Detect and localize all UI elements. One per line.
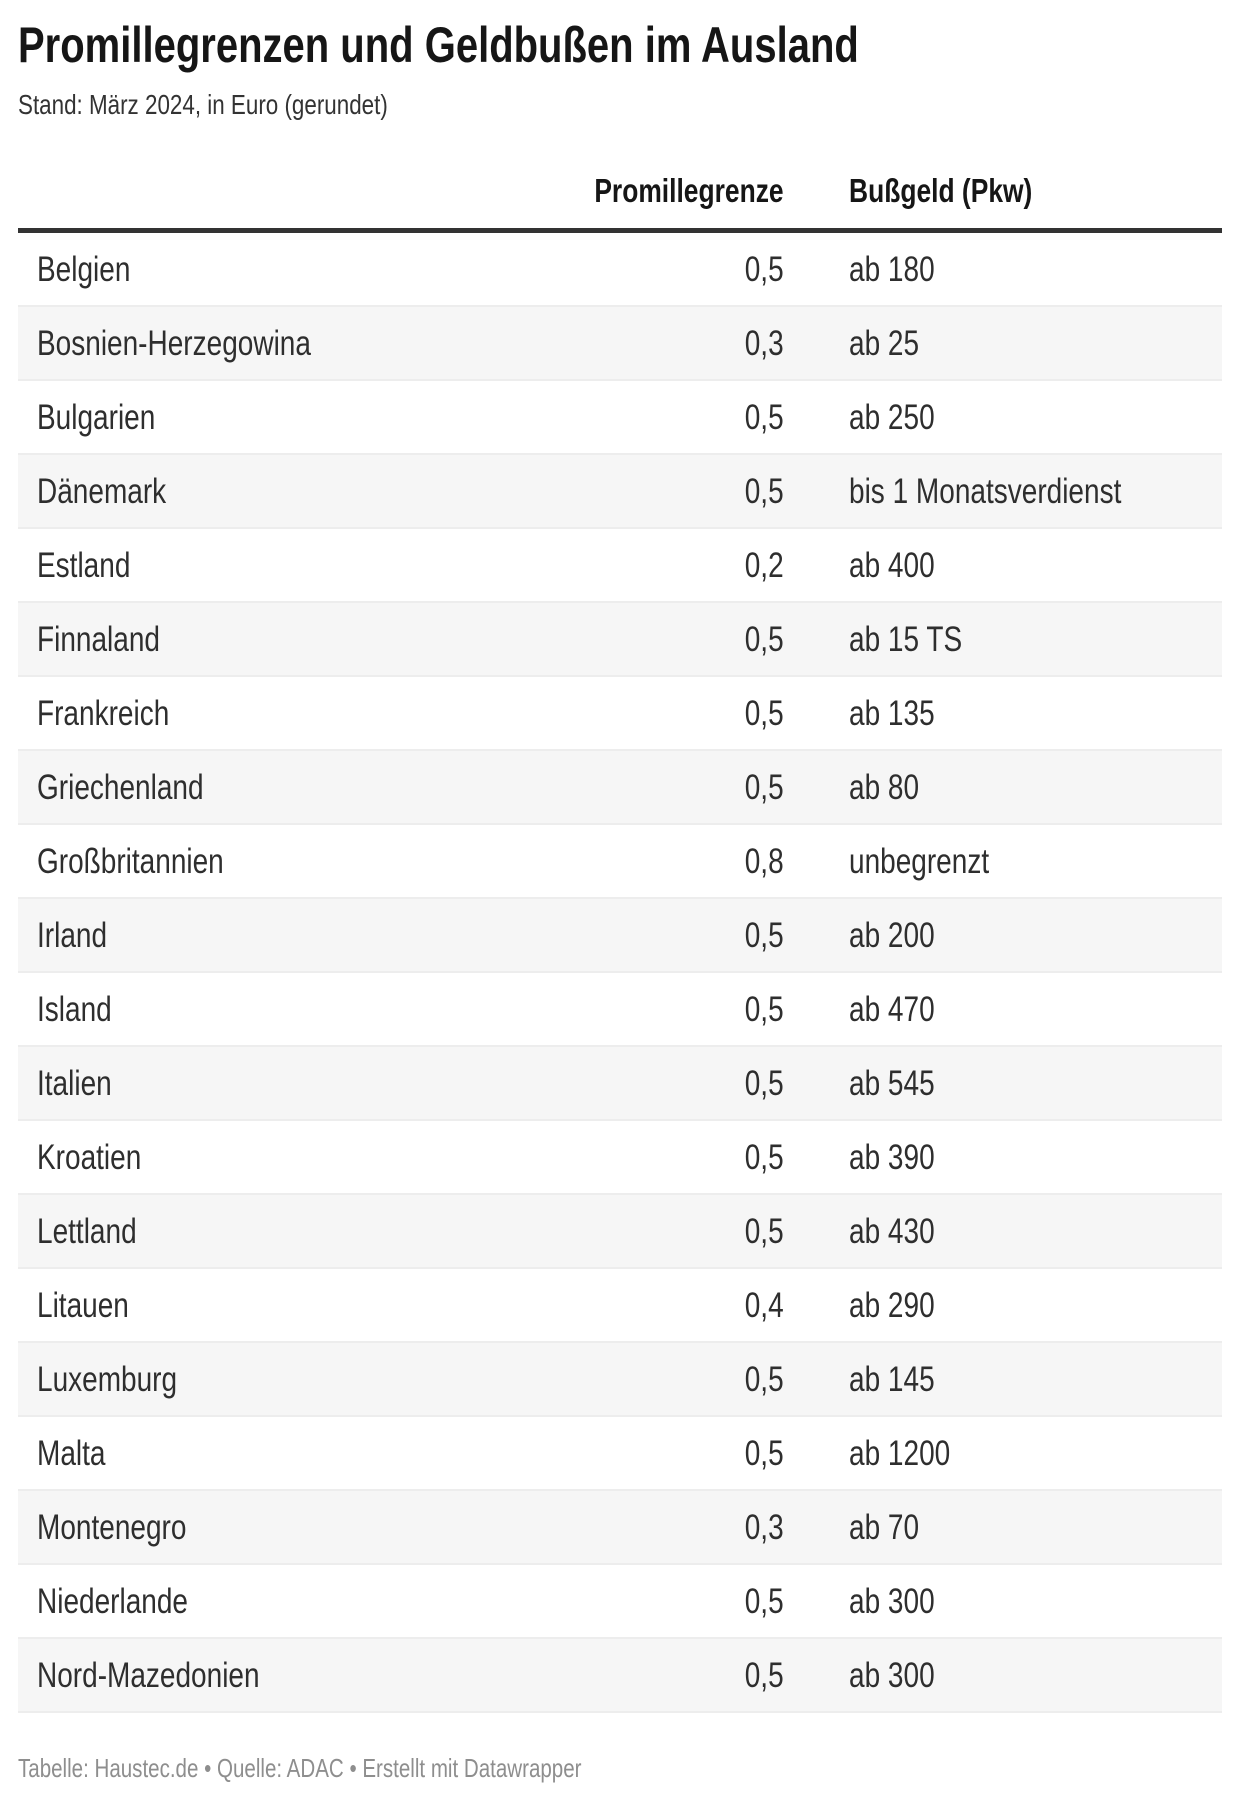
table-row — [18, 454, 1222, 528]
table-row — [18, 1638, 1222, 1712]
limit-cell-text: 0,3 — [745, 323, 784, 363]
limit-cell-text: 0,5 — [745, 1063, 784, 1103]
table-row — [18, 1120, 1222, 1194]
country-cell — [18, 231, 538, 307]
limit-cell — [538, 306, 784, 380]
country-cell — [18, 1046, 538, 1120]
limit-cell — [538, 380, 784, 454]
limit-cell — [538, 231, 784, 307]
limit-cell-text: 0,5 — [745, 767, 784, 807]
table-row — [18, 676, 1222, 750]
limit-cell-text: 0,8 — [745, 841, 784, 881]
table-row — [18, 306, 1222, 380]
limit-cell-text: 0,5 — [745, 915, 784, 955]
fine-cell-text: ab 1200 — [849, 1433, 951, 1473]
column-header-limit: Promillegrenze — [538, 172, 784, 231]
fine-cell-text: ab 430 — [849, 1211, 935, 1251]
country-cell — [18, 1194, 538, 1268]
data-table — [18, 172, 1222, 1713]
fine-cell-text: ab 25 — [849, 323, 920, 363]
country-cell-text: Bosnien-Herzegowina — [37, 323, 311, 363]
country-cell — [18, 898, 538, 972]
column-header-country — [18, 172, 538, 231]
country-cell — [18, 602, 538, 676]
country-cell — [18, 1564, 538, 1638]
fine-cell-text: ab 545 — [849, 1063, 935, 1103]
fine-cell-text: ab 180 — [849, 249, 935, 289]
country-cell-text: Bulgarien — [37, 397, 156, 437]
country-cell-text: Estland — [37, 545, 131, 585]
country-cell-text: Dänemark — [37, 471, 167, 511]
limit-cell-text: 0,5 — [745, 1137, 784, 1177]
fine-cell-text: ab 15 TS — [849, 619, 963, 659]
country-cell — [18, 1268, 538, 1342]
fine-cell — [784, 380, 1222, 454]
limit-cell — [538, 1490, 784, 1564]
limit-cell — [538, 676, 784, 750]
limit-cell-text: 0,5 — [745, 1433, 784, 1473]
country-cell-text: Luxemburg — [37, 1359, 178, 1399]
limit-cell — [538, 1046, 784, 1120]
table-row — [18, 1194, 1222, 1268]
page-subtitle — [18, 88, 1222, 122]
fine-cell-text: ab 290 — [849, 1285, 935, 1325]
fine-cell — [784, 1194, 1222, 1268]
fine-cell — [784, 1342, 1222, 1416]
table-row — [18, 750, 1222, 824]
country-cell-text: Lettland — [37, 1211, 137, 1251]
limit-cell — [538, 898, 784, 972]
limit-cell-text: 0,3 — [745, 1507, 784, 1547]
country-cell-text: Niederlande — [37, 1581, 188, 1621]
fine-cell — [784, 1268, 1222, 1342]
fine-cell — [784, 231, 1222, 307]
limit-cell — [538, 1564, 784, 1638]
fine-cell — [784, 898, 1222, 972]
limit-cell-text: 0,5 — [745, 989, 784, 1029]
country-cell — [18, 750, 538, 824]
limit-cell — [538, 528, 784, 602]
limit-cell — [538, 1268, 784, 1342]
limit-cell — [538, 1194, 784, 1268]
country-cell — [18, 1638, 538, 1712]
table-body — [18, 231, 1222, 1713]
fine-cell — [784, 528, 1222, 602]
country-cell-text: Italien — [37, 1063, 112, 1103]
fine-cell-text: ab 70 — [849, 1507, 920, 1547]
country-cell-text: Island — [37, 989, 112, 1029]
table-row — [18, 1342, 1222, 1416]
limit-cell — [538, 1120, 784, 1194]
table-row — [18, 1416, 1222, 1490]
limit-cell — [538, 824, 784, 898]
fine-cell-text: ab 300 — [849, 1581, 935, 1621]
country-cell-text: Litauen — [37, 1285, 129, 1325]
fine-cell-text: ab 470 — [849, 989, 935, 1029]
fine-cell — [784, 1564, 1222, 1638]
country-cell-text: Irland — [37, 915, 108, 955]
fine-cell-text: ab 300 — [849, 1655, 935, 1695]
fine-cell — [784, 750, 1222, 824]
limit-cell-text: 0,5 — [745, 693, 784, 733]
table-row — [18, 824, 1222, 898]
table-row — [18, 1490, 1222, 1564]
fine-cell-text: unbegrenzt — [849, 841, 990, 881]
table-row — [18, 972, 1222, 1046]
page-title — [18, 16, 1222, 74]
fine-cell-text: ab 80 — [849, 767, 920, 807]
table-row — [18, 380, 1222, 454]
country-cell-text: Kroatien — [37, 1137, 142, 1177]
fine-cell — [784, 602, 1222, 676]
country-cell-text: Großbritannien — [37, 841, 224, 881]
country-cell-text: Montenegro — [37, 1507, 187, 1547]
table-row — [18, 528, 1222, 602]
limit-cell — [538, 1342, 784, 1416]
table-header — [18, 172, 1222, 231]
country-cell — [18, 824, 538, 898]
fine-cell-text: bis 1 Monatsverdienst — [849, 471, 1122, 511]
table-header-row — [18, 172, 1222, 231]
fine-cell — [784, 676, 1222, 750]
country-cell-text: Griechenland — [37, 767, 204, 807]
table-row — [18, 1564, 1222, 1638]
fine-cell-text: ab 250 — [849, 397, 935, 437]
limit-cell-text: 0,2 — [745, 545, 784, 585]
limit-cell-text: 0,5 — [745, 471, 784, 511]
country-cell-text: Nord-Mazedonien — [37, 1655, 260, 1695]
limit-cell-text: 0,5 — [745, 397, 784, 437]
country-cell — [18, 1120, 538, 1194]
page-subtitle-text: Stand: März 2024, in Euro (gerundet) — [18, 89, 388, 120]
fine-cell-text: ab 200 — [849, 915, 935, 955]
fine-cell-text: ab 400 — [849, 545, 935, 585]
limit-cell-text: 0,4 — [745, 1285, 784, 1325]
country-cell — [18, 380, 538, 454]
table-row — [18, 602, 1222, 676]
country-cell — [18, 1342, 538, 1416]
limit-cell — [538, 1416, 784, 1490]
limit-cell — [538, 454, 784, 528]
country-cell — [18, 1490, 538, 1564]
footer-credit-text: Tabelle: Haustec.de • Quelle: ADAC • Erstellt mit Datawrapper — [18, 1753, 582, 1783]
limit-cell — [538, 1638, 784, 1712]
fine-cell — [784, 454, 1222, 528]
country-cell-text: Malta — [37, 1433, 106, 1473]
limit-cell-text: 0,5 — [745, 1655, 784, 1695]
fine-cell-text: ab 135 — [849, 693, 935, 733]
limit-cell-text: 0,5 — [745, 619, 784, 659]
fine-cell — [784, 1416, 1222, 1490]
limit-cell-text: 0,5 — [745, 1211, 784, 1251]
country-cell-text: Finnaland — [37, 619, 160, 659]
table-row — [18, 1046, 1222, 1120]
fine-cell — [784, 1046, 1222, 1120]
fine-cell — [784, 1120, 1222, 1194]
fine-cell — [784, 1490, 1222, 1564]
table-row — [18, 898, 1222, 972]
limit-cell-text: 0,5 — [745, 1359, 784, 1399]
limit-cell-text: 0,5 — [745, 1581, 784, 1621]
limit-cell — [538, 750, 784, 824]
country-cell — [18, 528, 538, 602]
country-cell — [18, 676, 538, 750]
column-header-fine: Bußgeld (Pkw) — [784, 172, 1222, 231]
limit-cell — [538, 602, 784, 676]
table-row — [18, 1268, 1222, 1342]
fine-cell — [784, 306, 1222, 380]
page-title-text: Promillegrenzen und Geldbußen im Ausland — [18, 17, 859, 73]
limit-cell — [538, 972, 784, 1046]
limit-cell-text: 0,5 — [745, 249, 784, 289]
country-cell-text: Belgien — [37, 249, 131, 289]
country-cell-text: Frankreich — [37, 693, 170, 733]
fine-cell — [784, 1638, 1222, 1712]
country-cell — [18, 972, 538, 1046]
country-cell — [18, 454, 538, 528]
footer-credit — [18, 1753, 1222, 1783]
country-cell — [18, 306, 538, 380]
fine-cell-text: ab 145 — [849, 1359, 935, 1399]
fine-cell-text: ab 390 — [849, 1137, 935, 1177]
table-row — [18, 231, 1222, 307]
country-cell — [18, 1416, 538, 1490]
fine-cell — [784, 972, 1222, 1046]
fine-cell — [784, 824, 1222, 898]
